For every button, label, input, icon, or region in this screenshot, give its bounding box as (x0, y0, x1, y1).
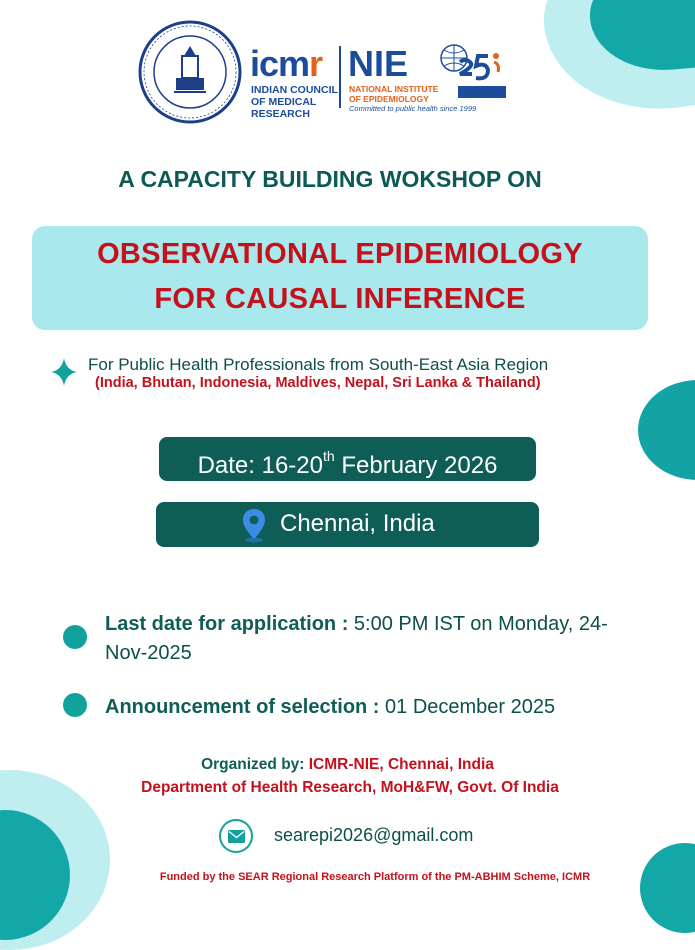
audience-text: For Public Health Professionals from South-East Asia Region (88, 355, 549, 374)
icmr-wordmark: icmr (250, 43, 323, 84)
selection-announcement: Announcement of selection : 01 December 2025 (105, 696, 556, 718)
nie-25-years-emblem (438, 40, 510, 100)
logo-divider (339, 46, 341, 108)
date-badge: Date: 16-20th February 2026 (159, 437, 536, 481)
icmr-seal-logo (138, 20, 242, 124)
decorative-circle-bottom-right (640, 843, 695, 933)
location-badge (156, 502, 539, 547)
contact-email[interactable]: searepi2026@gmail.com (274, 825, 474, 845)
location-text: Chennai, India (280, 510, 435, 537)
countries-list: (India, Bhutan, Indonesia, Maldives, Nepal, Sri Lanka & Thailand) (95, 375, 541, 391)
decorative-circle-right (638, 380, 695, 480)
bullet-dot (63, 693, 87, 717)
sparkle-icon (51, 358, 77, 386)
nie-subtitle: NATIONAL INSTITUTE OF EPIDEMIOLOGY (349, 84, 439, 104)
title-line-2: FOR CAUSAL INFERENCE (154, 283, 526, 315)
nie-wordmark: NIE (348, 43, 409, 84)
organizer-line: Organized by: ICMR-NIE, Chennai, India (201, 756, 494, 773)
nie-tagline: Committed to public health since 1999 (349, 104, 477, 113)
location-pin-icon (243, 509, 265, 543)
workshop-heading: A CAPACITY BUILDING WOKSHOP ON (118, 166, 542, 192)
mail-envelope-glyph (228, 830, 245, 843)
mail-icon (219, 819, 253, 853)
department-line: Department of Health Research, MoH&FW, Govt. Of India (141, 779, 559, 796)
icmr-subtitle: INDIAN COUNCIL OF MEDICAL RESEARCH (251, 84, 338, 120)
bullet-dot (63, 625, 87, 649)
title-banner (32, 226, 648, 330)
funding-note: Funded by the SEAR Regional Research Platform of the PM-ABHIM Scheme, ICMR (159, 871, 591, 883)
application-deadline: Last date for application : 5:00 PM IST on Monday, 24-Nov-2025 (105, 613, 608, 664)
title-line-1: OBSERVATIONAL EPIDEMIOLOGY (97, 238, 583, 270)
